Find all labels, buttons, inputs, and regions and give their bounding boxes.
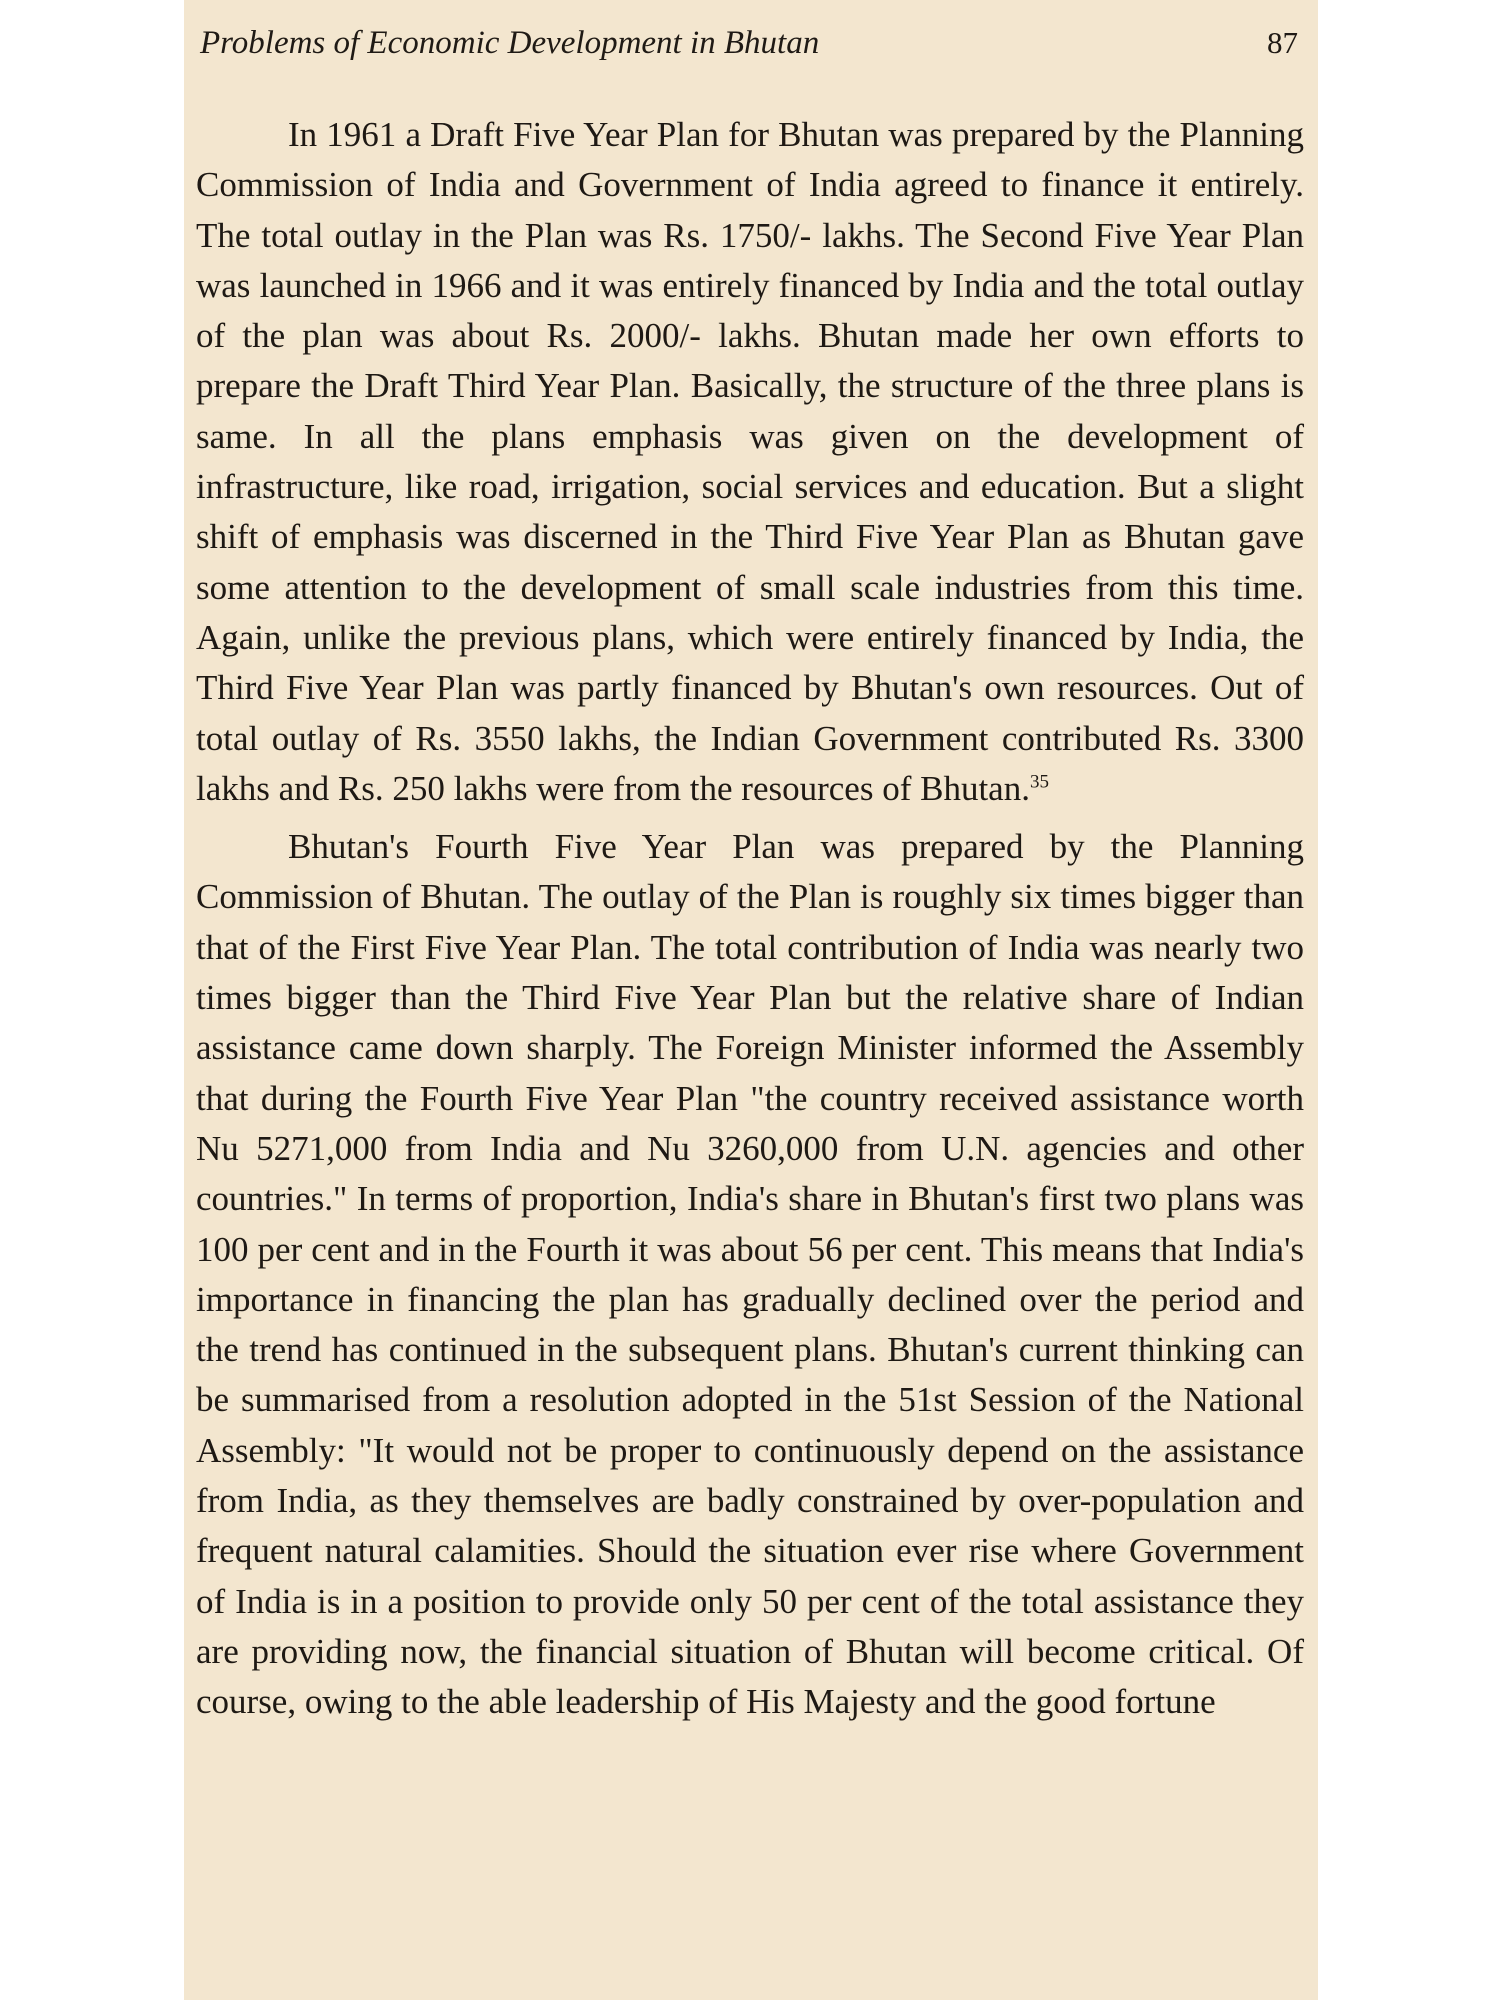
paragraph-text: Bhutan's Fourth Five Year Plan was prepared by the Planning Commission of Bhutan. The outlay of the Plan is roughly six times bigger than that of the First Five Year Plan. The total contribution of India was nearly two times bigger than the Third Five Year Plan but the relative share of Indian assistance came down sharply. The Foreign Minister informed the Assembly that during the Fourth Five Year Plan "the country received assistance worth Nu 5271,000 from India and Nu 3260,000 from U.N. agencies and other countries." In terms of proportion, India's share in Bhutan's first two plans was 100 per cent and in the Fourth it was about 56 per cent. This means that India's importance in financing the plan has gradually declined over the period and the trend has continued in the subsequent plans. Bhutan's current thinking can be summarised from a resolution adopted in the 51st Session of the National Assembly: "It would not be proper to continuously depend on the assistance from India, as they themselves are badly constrained by over-population and frequent natural calamities. Should the situation ever rise where Government of India is in a position to provide only 50 per cent of the total assistance they are providing now, the financial situation of Bhutan will become critical. Of course, owing to the able leadership of His Majesty and the good fortune (196, 827, 1304, 1722)
page-number: 87 (1267, 25, 1298, 60)
paragraph-fourth-plan (196, 822, 1304, 1727)
book-page (184, 0, 1318, 2000)
paragraph-draft-plans (196, 110, 1304, 814)
page-header (200, 20, 1302, 70)
running-title: Problems of Economic Development in Bhutan (200, 25, 820, 61)
paragraph-text: In 1961 a Draft Five Year Plan for Bhutan was prepared by the Planning Commission of India and Government of India agreed to finance it entirely. The total outlay in the Plan was Rs. 1750/- lakhs. The Second Five Year Plan was launched in 1966 and it was entirely financed by India and the total outlay of the plan was about Rs. 2000/- lakhs. Bhutan made her own efforts to prepare the Draft Third Year Plan. Basically, the structure of the three plans is same. In all the plans emphasis was given on the development of infrastructure, like road, irrigation, social services and education. But a slight shift of emphasis was discerned in the Third Five Year Plan as Bhutan gave some attention to the development of small scale industries from this time. Again, unlike the previous plans, which were entirely financed by India, the Third Five Year Plan was partly financed by Bhutan's own resources. Out of total outlay of Rs. 3550 lakhs, the Indian Government contributed Rs. 3300 lakhs and Rs. 250 lakhs were from the resources of Bhutan. (196, 115, 1304, 808)
footnote-reference: 35 (1029, 771, 1049, 793)
body-text (196, 110, 1304, 1728)
